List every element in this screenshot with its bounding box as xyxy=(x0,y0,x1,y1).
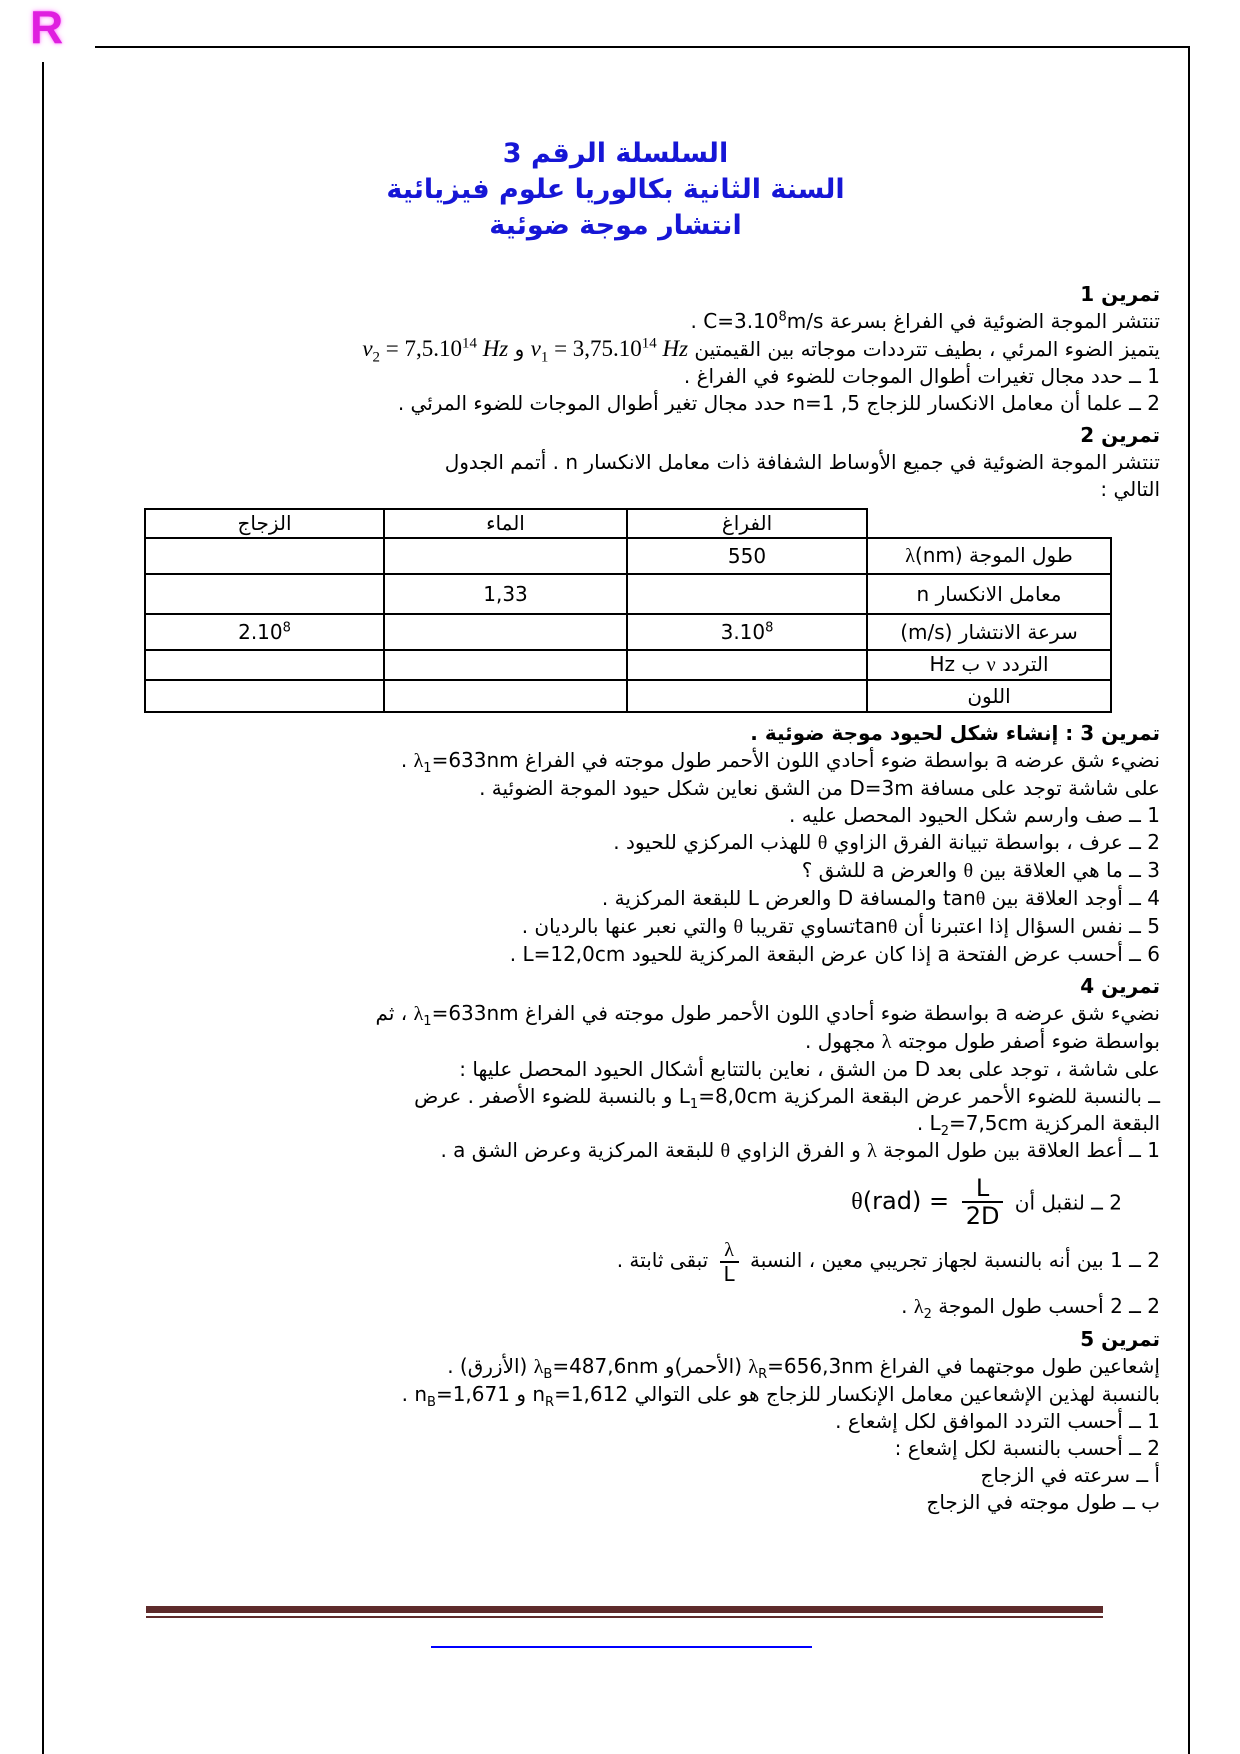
exercise3-question-3: 3 ــ ما هي العلاقة بين θ والعرض a للشق ؟ xyxy=(801,858,1160,882)
exercise4-central-width-statement: البقعة المركزية $L_2=7,5cm$ . xyxy=(916,1111,1160,1139)
exercise5-rays-statement: إشعاعين طول موجتهما في الفراغ $\lambda_R=656,3nm$ (الأحمر)و $\lambda_B=487,6nm$ (الأزرق) . xyxy=(447,1353,1160,1382)
exercise1-question-2: 2 ــ علما أن معامل الانكسار للزجاج n=1 ,5 حدد مجال تغير أطوال الموجات للضوء المرئي . xyxy=(397,391,1160,415)
cell-frequency-glass xyxy=(145,650,384,680)
exercise3-screen-statement: على شاشة توجد على مسافة D=3m من الشق نعاين شكل حيود الموجة الضوئية . xyxy=(479,776,1160,800)
exercise4-heading: تمرين 4 xyxy=(1080,974,1160,998)
cell-wavelength-vacuum: 550 xyxy=(627,538,867,574)
cell-color-water xyxy=(384,680,627,712)
exercise2-intro-line2: التالي : xyxy=(1100,477,1160,501)
cell-color-vacuum xyxy=(627,680,867,712)
exercise2-intro-line1: تنتشر الموجة الضوئية في جميع الأوساط الشفافة ذات معامل الانكسار n . أتمم الجدول xyxy=(444,450,1160,474)
exercise5-question-2b: ب ــ طول موجته في الزجاج xyxy=(926,1489,1160,1514)
exercise4-yellow-light-statement: بواسطة ضوء أصفر طول موجته λ مجهول . xyxy=(805,1029,1160,1053)
exercise3-question-2: 2 ــ عرف ، بواسطة تبيانة الفرق الزاوي θ للهذب المركزي للحيود . xyxy=(613,830,1160,854)
table-row-wavelength xyxy=(145,538,1111,574)
exercise3-question-6: 6 ــ أحسب عرض الفتحة a إذا كان عرض البقعة المركزية للحيود L=12,0cm . xyxy=(509,942,1160,966)
table-row-color xyxy=(145,680,1111,712)
media-properties-table xyxy=(144,508,1112,713)
footer-rule-thin-bar xyxy=(146,1616,1103,1618)
exercise4-slit-statement: نضيء شق عرضه a بواسطة ضوء أحادي اللون الأحمر طول موجته في الفراغ $\lambda_1=633nm$ ، ثم xyxy=(375,1001,1160,1029)
title-school-level: السنة الثانية بكالوريا علوم فيزيائية xyxy=(386,174,845,205)
document-body xyxy=(146,276,1160,1516)
cell-header-water: الماء xyxy=(384,509,627,538)
cell-frequency-water xyxy=(384,650,627,680)
exercise4-question-2-2: 2 ــ 2 أحسب طول الموجة $\lambda_2$ . xyxy=(901,1293,1160,1322)
cell-wavelength-glass xyxy=(145,538,384,574)
title-series-number: السلسلة الرقم 3 xyxy=(502,138,729,169)
exercise1-heading: تمرين 1 xyxy=(1080,282,1160,306)
table-row-refractive-index xyxy=(145,574,1111,614)
cell-speed-label: سرعة الانتشار (m/s) xyxy=(867,614,1111,650)
exercise3-question-4: 4 ــ أوجد العلاقة بين tanθ والمسافة D والعرض L للبقعة المركزية . xyxy=(601,886,1160,910)
cell-speed-vacuum: 3.10$^8$ xyxy=(627,614,867,650)
watermark-r-logo: R xyxy=(30,1,64,53)
cell-frequency-vacuum xyxy=(627,650,867,680)
exercise4-red-width-statement: ــ بالنسبة للضوء الأحمر عرض البقعة المركزية $L_1=8,0cm$ و بالنسبة للضوء الأصفر . عرض xyxy=(414,1084,1160,1112)
exercise3-question-1: 1 ــ صف وارسم شكل الحيود المحصل عليه . xyxy=(788,803,1160,827)
exercise1-speed-statement: تنتشر الموجة الضوئية في الفراغ بسرعة $C=3.10^8m/s$ . xyxy=(690,309,1160,333)
exercise5-question-1: 1 ــ أحسب التردد الموافق لكل إشعاع . xyxy=(835,1408,1160,1433)
cell-index-vacuum xyxy=(627,574,867,614)
exercise1-question-1: 1 ــ حدد مجال تغيرات أطوال الموجات للضوء في الفراغ . xyxy=(683,364,1160,388)
table-row-speed xyxy=(145,614,1111,650)
page-border-left xyxy=(42,62,44,1754)
table-header-row xyxy=(145,509,1111,538)
cell-color-label: اللون xyxy=(867,680,1111,712)
document-title xyxy=(43,136,1188,244)
title-topic: انتشار موجة ضوئية xyxy=(489,210,742,241)
footer-link[interactable] xyxy=(431,1632,812,1648)
exercise5-heading: تمرين 5 xyxy=(1080,1326,1160,1351)
header-rule xyxy=(95,46,1188,48)
footer-rule-thick-bar xyxy=(146,1606,1103,1613)
page-border-right xyxy=(1188,46,1190,1754)
cell-wavelength-water xyxy=(384,538,627,574)
cell-index-label: معامل الانكسار n xyxy=(867,574,1111,614)
cell-header-labels-empty xyxy=(867,509,1111,538)
exercise5-question-2a: أ ــ سرعته في الزجاج xyxy=(980,1462,1160,1487)
cell-index-glass xyxy=(145,574,384,614)
exercise3-slit-statement: نضيء شق عرضه a بواسطة ضوء أحادي اللون الأحمر طول موجته في الفراغ $\lambda_1=633nm$ . xyxy=(400,748,1160,776)
exercise4-question-2-1: 2 ــ 1 بين أنه بالنسبة لجهاز تجريبي معين ، النسبة $\frac{\lambda}{L}$ تبقى ثابتة . xyxy=(616,1238,1160,1286)
exercise4-question-2-formula: 2 ــ لنقبل أن θ(rad) = $\frac{L}{2D}$ xyxy=(851,1174,1122,1231)
exercise1-frequency-range-statement: يتميز الضوء المرئي ، بطيف تترددات موجاته بين القيمتين $\nu_1 = 3,75.10^{14}$ Hz و $\nu_2 = 7,5.10^{14}$ Hz xyxy=(362,335,1160,366)
exercise5-question-2: 2 ــ أحسب بالنسبة لكل إشعاع : xyxy=(894,1435,1160,1460)
cell-speed-water xyxy=(384,614,627,650)
cell-index-water: 1,33 xyxy=(384,574,627,614)
exercise3-question-5: 5 ــ نفس السؤال إذا اعتبرنا أن tanθتساوي تقريبا θ والتي نعبر عنها بالرديان . xyxy=(521,914,1160,938)
exercise5-refraction-statement: بالنسبة لهذين الإشعاعين معامل الإنكسار للزجاج هو على التوالي $n_R=1,612$ و $n_B=1,671$ . xyxy=(401,1381,1160,1410)
exercise4-screen-statement: على شاشة ، توجد على بعد D من الشق ، نعاين بالتتابع أشكال الحيود المحصل عليها : xyxy=(459,1057,1160,1081)
cell-speed-glass: 2.10$^8$ xyxy=(145,614,384,650)
cell-wavelength-label: طول الموجة λ(nm) xyxy=(867,538,1111,574)
cell-header-glass: الزجاج xyxy=(145,509,384,538)
exercise3-heading: تمرين 3 : إنشاء شكل لحيود موجة ضوئية . xyxy=(750,721,1160,745)
cell-frequency-label: التردد ν ب Hz xyxy=(867,650,1111,680)
cell-header-vacuum: الفراغ xyxy=(627,509,867,538)
cell-color-glass xyxy=(145,680,384,712)
table-row-frequency xyxy=(145,650,1111,680)
exercise2-heading: تمرين 2 xyxy=(1080,423,1160,447)
exercise4-question-1: 1 ــ أعط العلاقة بين طول الموجة λ و الفرق الزاوي θ للبقعة المركزية وعرض الشق a . xyxy=(440,1138,1160,1162)
footer-rule xyxy=(146,1606,1103,1618)
